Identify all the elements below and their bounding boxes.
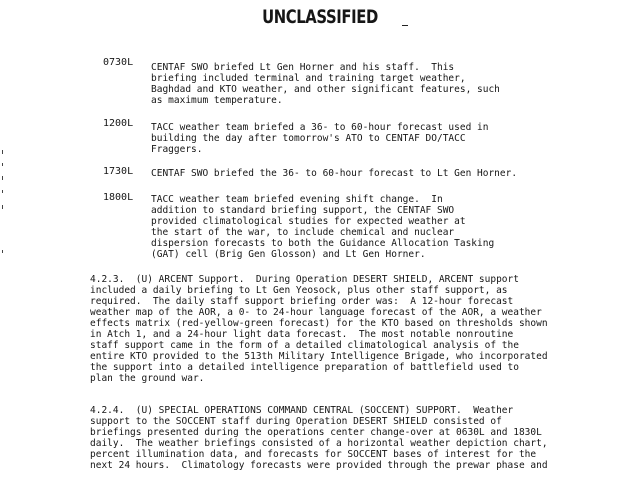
paragraph-line: briefings presented during the operations center change-over at 0630L and 1830L [90,427,542,438]
paragraph-line: weather map of the AOR, a 0- to 24-hour language forecast of the AOR, a weather [90,307,542,318]
paragraph-line: 4.2.3. (U) ARCENT Support. During Operation DESERT SHIELD, ARCENT support [90,274,519,285]
entry-line: CENTAF SWO briefed Lt Gen Horner and his staff. This [151,62,455,73]
paragraph-line: support to the SOCCENT staff during Operation DESERT SHIELD consisted of [90,416,502,427]
classification-header: UNCLASSIFIED [262,6,378,28]
entry-time: 0730L [103,57,134,68]
paragraph-line: entire KTO provided to the 513th Military Intelligence Brigade, who incorporated [90,351,548,362]
entry-line: (GAT) cell (Brig Gen Glosson) and Lt Gen Horner. [151,249,426,260]
paragraph-line: effects matrix (red-yellow-green forecast) for the KTO based on thresholds shown [90,318,548,329]
paragraph-line: daily. The weather briefings consisted of a horizontal weather depiction chart, [90,438,548,449]
entry-line: Baghdad and KTO weather, and other significant features, such [151,84,500,95]
margin-mark [2,250,3,253]
margin-mark [2,163,3,166]
paragraph-line: percent illumination data, and forecasts for SOCCENT bases of interest for the [90,449,537,460]
margin-mark [2,205,3,209]
paragraph-line: the support into a detailed intelligence preparation of battlefield used to [90,362,519,373]
entry-line: provided climatological studies for expected weather at [151,216,466,227]
margin-mark [2,150,3,154]
entry-line: addition to standard briefing support, the CENTAF SWO [151,205,455,216]
entry-line: as maximum temperature. [151,95,283,106]
entry-line: the start of the war, to include chemical and nuclear [151,227,455,238]
margin-mark [2,190,3,193]
entry-time: 1200L [103,118,134,129]
entry-line: TACC weather team briefed evening shift change. In [151,194,443,205]
paragraph-line: 4.2.4. (U) SPECIAL OPERATIONS COMMAND CENTRAL (SOCCENT) SUPPORT. Weather [90,405,514,416]
header-dash-mark [402,25,408,26]
paragraph-line: staff support came in the form of a detailed climatological analysis of the [90,340,519,351]
entry-time: 1800L [103,192,134,203]
margin-mark [2,176,3,180]
paragraph-line: in Atch 1, and a 24-hour light data forecast. The most notable nonroutine [90,329,514,340]
entry-line: TACC weather team briefed a 36- to 60-hour forecast used in [151,122,489,133]
entry-line: Fraggers. [151,144,203,155]
entry-line: building the day after tomorrow's ATO to CENTAF DO/TACC [151,133,466,144]
paragraph-line: plan the ground war. [90,373,205,384]
entry-line: briefing included terminal and training target weather, [151,73,466,84]
paragraph-line: required. The daily staff support briefing order was: A 12-hour forecast [90,296,514,307]
entry-time: 1730L [103,166,134,177]
entry-line: CENTAF SWO briefed the 36- to 60-hour forecast to Lt Gen Horner. [151,168,518,179]
entry-line: dispersion forecasts to both the Guidance Allocation Tasking [151,238,495,249]
paragraph-line: next 24 hours. Climatology forecasts were provided through the prewar phase and [90,460,548,471]
paragraph-line: included a daily briefing to Lt Gen Yeosock, plus other staff support, as [90,285,508,296]
